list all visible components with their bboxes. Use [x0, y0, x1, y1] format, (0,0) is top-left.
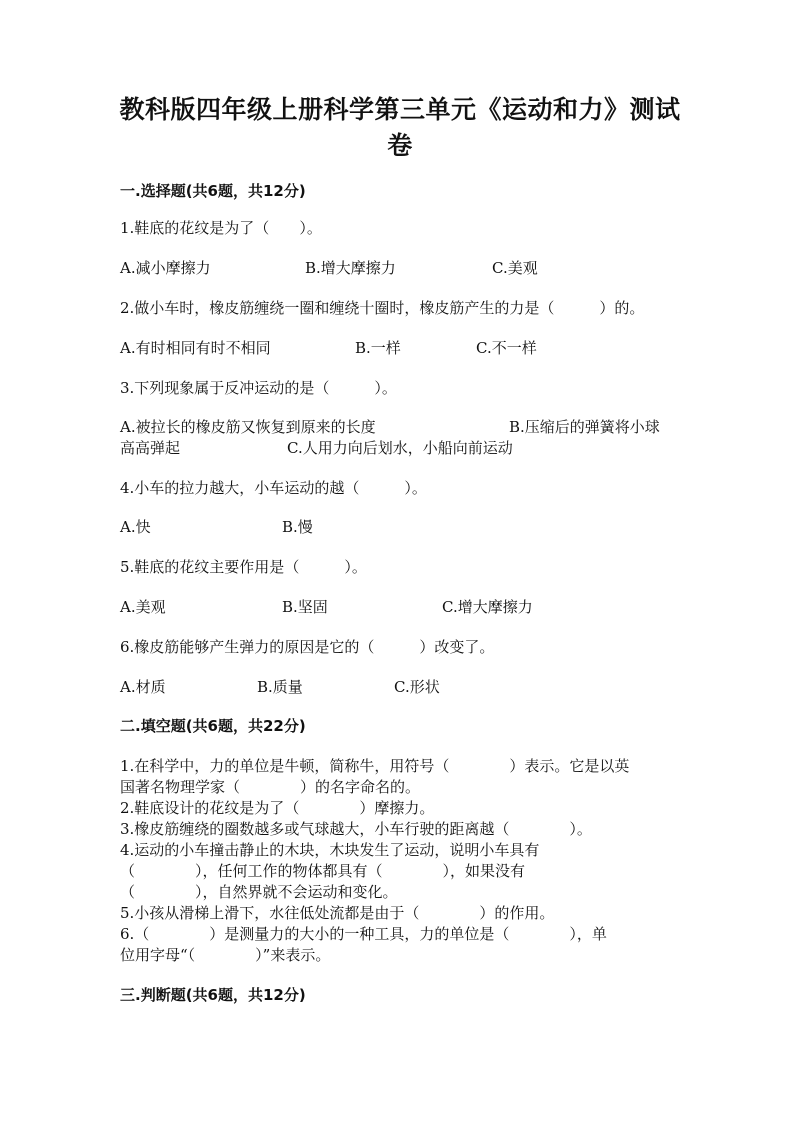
fill-line: 位用字母“（ ）”来表示。 — [120, 946, 331, 964]
question-6-option-a: A.材质 — [120, 678, 166, 696]
title-line-2: 卷 — [387, 131, 413, 160]
question-1-option-b: B.增大摩擦力 — [305, 259, 396, 277]
question-2-option-b: B.一样 — [355, 339, 401, 357]
question-6-stem: 6.橡皮筋能够产生弹力的原因是它的（ ）改变了。 — [120, 638, 495, 656]
fill-line: 5.小孩从滑梯上滑下，水往低处流都是由于（ ）的作用。 — [120, 904, 555, 922]
fill-line: 6.（ ）是测量力的大小的一种工具，力的单位是（ ），单 — [120, 925, 607, 943]
fill-line: （ ），任何工作的物体都具有（ ），如果没有 — [120, 862, 526, 880]
question-5-stem: 5.鞋底的花纹主要作用是（ ）。 — [120, 558, 367, 576]
fill-line: 3.橡皮筋缠绕的圈数越多或气球越大，小车行驶的距离越（ ）。 — [120, 820, 592, 838]
question-2-option-a: A.有时相同有时不相同 — [120, 339, 271, 357]
question-2-option-c: C.不一样 — [476, 339, 537, 357]
question-1-option-a: A.减小摩擦力 — [120, 259, 211, 277]
question-3-option-b: B.压缩后的弹簧将小球 — [509, 418, 660, 436]
question-4-stem: 4.小车的拉力越大，小车运动的越（ ）。 — [120, 479, 427, 497]
fill-line: 2.鞋底设计的花纹是为了（ ）摩擦力。 — [120, 799, 435, 817]
question-1-stem: 1.鞋底的花纹是为了（ ）。 — [120, 219, 322, 237]
title-line-1: 教科版四年级上册科学第三单元《运动和力》测试 — [119, 95, 681, 124]
question-5-option-c: C.增大摩擦力 — [442, 598, 533, 616]
fill-line: （ ），自然界就不会运动和变化。 — [120, 883, 398, 901]
fill-line: 4.运动的小车撞击静止的木块，木块发生了运动，说明小车具有 — [120, 841, 540, 859]
question-3-stem: 3.下列现象属于反冲运动的是（ ）。 — [120, 379, 397, 397]
question-5-option-b: B.坚固 — [282, 598, 328, 616]
page-title — [100, 92, 700, 164]
question-5-option-a: A.美观 — [120, 598, 166, 616]
question-3-option-b-continued: 高高弹起 — [120, 439, 181, 457]
question-6-option-c: C.形状 — [394, 678, 440, 696]
question-4-option-b: B.慢 — [282, 518, 313, 536]
fill-line: 国著名物理学家（ ）的名字命名的。 — [120, 778, 421, 796]
question-1-option-c: C.美观 — [492, 259, 538, 277]
fill-line: 1.在科学中，力的单位是牛顿，简称牛，用符号（ ）表示。它是以英 — [120, 757, 630, 775]
question-6-option-b: B.质量 — [257, 678, 303, 696]
section-heading-true-false: 三.判断题(共6题，共12分) — [120, 986, 306, 1004]
question-3-option-c: C.人用力向后划水，小船向前运动 — [287, 439, 513, 457]
question-4-option-a: A.快 — [120, 518, 151, 536]
section-heading-choice: 一.选择题(共6题，共12分) — [120, 182, 306, 200]
question-2-stem: 2.做小车时，橡皮筋缠绕一圈和缠绕十圈时，橡皮筋产生的力是（ ）的。 — [120, 299, 645, 317]
question-3-option-a: A.被拉长的橡皮筋又恢复到原来的长度 — [120, 418, 376, 436]
section-heading-fill-blank: 二.填空题(共6题，共22分) — [120, 717, 306, 735]
